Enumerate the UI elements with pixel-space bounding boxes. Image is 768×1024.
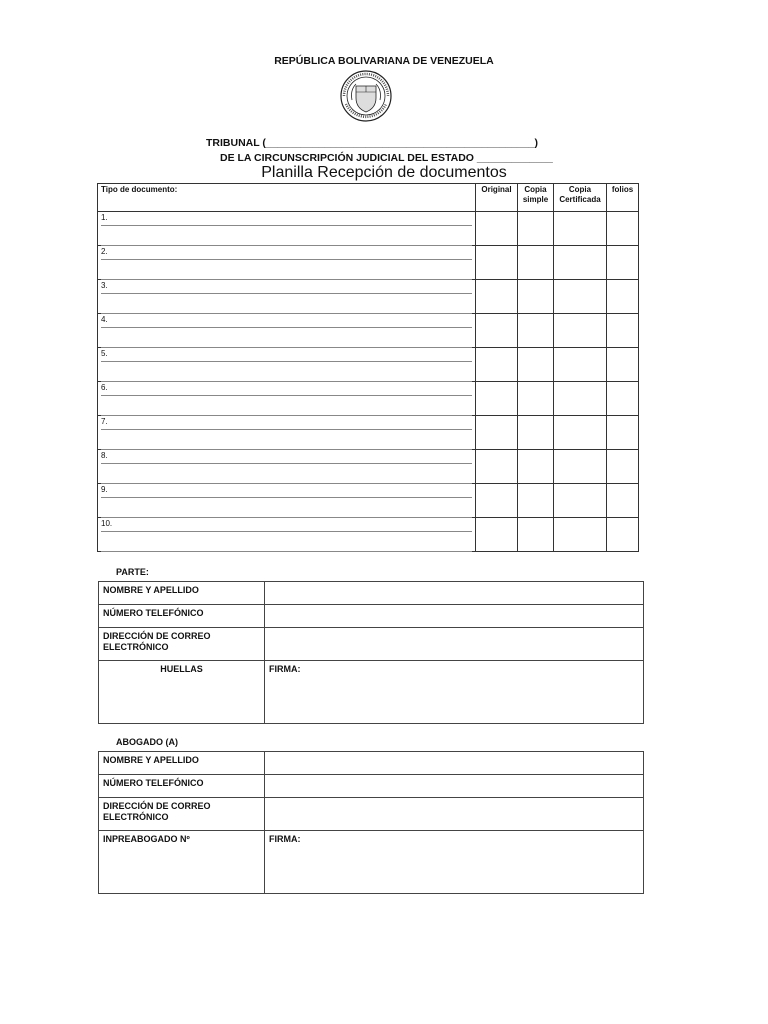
abogado-inpreabogado-label[interactable]: INPREABOGADO Nº xyxy=(99,831,265,894)
copia-certificada-cell[interactable] xyxy=(554,382,607,416)
folios-cell[interactable] xyxy=(607,348,639,382)
table-row xyxy=(98,246,639,280)
original-cell[interactable] xyxy=(476,382,518,416)
document-type-cell[interactable] xyxy=(98,382,476,416)
row-number: 7. xyxy=(101,417,108,426)
table-row xyxy=(98,450,639,484)
copia-certificada-cell[interactable] xyxy=(554,416,607,450)
original-cell[interactable] xyxy=(476,348,518,382)
original-cell[interactable] xyxy=(476,280,518,314)
document-type-cell[interactable] xyxy=(98,314,476,348)
parte-nombre-field[interactable] xyxy=(265,582,644,605)
header-copia-certificada: Copia Certificada xyxy=(554,184,607,212)
parte-correo-label: DIRECCIÓN DE CORREO ELECTRÓNICO xyxy=(99,628,265,661)
folios-cell[interactable] xyxy=(607,280,639,314)
parte-huellas-label[interactable]: HUELLAS xyxy=(99,661,265,724)
abogado-telefono-label: NÚMERO TELEFÓNICO xyxy=(99,775,265,798)
original-cell[interactable] xyxy=(476,518,518,552)
table-row xyxy=(98,314,639,348)
parte-huellas-row xyxy=(99,661,644,724)
document-type-cell[interactable] xyxy=(98,348,476,382)
abogado-correo-label: DIRECCIÓN DE CORREO ELECTRÓNICO xyxy=(99,798,265,831)
row-number: 6. xyxy=(101,383,108,392)
row-number: 9. xyxy=(101,485,108,494)
parte-nombre-label: NOMBRE Y APELLIDO xyxy=(99,582,265,605)
copia-simple-cell[interactable] xyxy=(518,518,554,552)
copia-simple-cell[interactable] xyxy=(518,382,554,416)
parte-telefono-label: NÚMERO TELEFÓNICO xyxy=(99,605,265,628)
original-cell[interactable] xyxy=(476,314,518,348)
copia-certificada-cell[interactable] xyxy=(554,450,607,484)
parte-telefono-row xyxy=(99,605,644,628)
table-row xyxy=(98,348,639,382)
copia-certificada-cell[interactable] xyxy=(554,212,607,246)
original-cell[interactable] xyxy=(476,246,518,280)
header-folios: folios xyxy=(607,184,639,212)
row-number: 8. xyxy=(101,451,108,460)
parte-table xyxy=(98,581,644,724)
header-copia-simple: Copia simple xyxy=(518,184,554,212)
table-row xyxy=(98,416,639,450)
copia-certificada-cell[interactable] xyxy=(554,314,607,348)
table-row xyxy=(98,382,639,416)
table-row xyxy=(98,212,639,246)
header-original: Original xyxy=(476,184,518,212)
copia-simple-cell[interactable] xyxy=(518,348,554,382)
folios-cell[interactable] xyxy=(607,518,639,552)
abogado-nombre-field[interactable] xyxy=(265,752,644,775)
document-type-cell[interactable] xyxy=(98,518,476,552)
row-number: 2. xyxy=(101,247,108,256)
copia-simple-cell[interactable] xyxy=(518,246,554,280)
document-type-cell[interactable] xyxy=(98,246,476,280)
tribunal-line: TRIBUNAL (______________________________________________) xyxy=(206,137,539,149)
original-cell[interactable] xyxy=(476,212,518,246)
original-cell[interactable] xyxy=(476,450,518,484)
abogado-nombre-label: NOMBRE Y APELLIDO xyxy=(99,752,265,775)
copia-certificada-cell[interactable] xyxy=(554,518,607,552)
copia-certificada-cell[interactable] xyxy=(554,484,607,518)
copia-certificada-cell[interactable] xyxy=(554,348,607,382)
header-tipo: Tipo de documento: xyxy=(98,184,476,212)
row-number: 10. xyxy=(101,519,113,528)
country-title: REPÚBLICA BOLIVARIANA DE VENEZUELA xyxy=(274,55,494,67)
document-type-cell[interactable] xyxy=(98,212,476,246)
parte-correo-field[interactable] xyxy=(265,628,644,661)
folios-cell[interactable] xyxy=(607,314,639,348)
folios-cell[interactable] xyxy=(607,246,639,280)
row-number: 1. xyxy=(101,213,108,222)
row-number: 4. xyxy=(101,315,108,324)
document-type-cell[interactable] xyxy=(98,484,476,518)
copia-simple-cell[interactable] xyxy=(518,280,554,314)
table-row xyxy=(98,280,639,314)
parte-firma-label[interactable]: FIRMA: xyxy=(265,661,644,724)
copia-certificada-cell[interactable] xyxy=(554,246,607,280)
copia-simple-cell[interactable] xyxy=(518,212,554,246)
copia-simple-cell[interactable] xyxy=(518,484,554,518)
parte-nombre-row xyxy=(99,582,644,605)
document-type-cell[interactable] xyxy=(98,280,476,314)
abogado-telefono-field[interactable] xyxy=(265,775,644,798)
original-cell[interactable] xyxy=(476,484,518,518)
original-cell[interactable] xyxy=(476,416,518,450)
abogado-table xyxy=(98,751,644,894)
documents-header-row xyxy=(98,184,639,212)
copia-simple-cell[interactable] xyxy=(518,314,554,348)
row-number: 3. xyxy=(101,281,108,290)
copia-simple-cell[interactable] xyxy=(518,416,554,450)
copia-simple-cell[interactable] xyxy=(518,450,554,484)
abogado-correo-field[interactable] xyxy=(265,798,644,831)
form-title: Planilla Recepción de documentos xyxy=(261,164,507,181)
folios-cell[interactable] xyxy=(607,484,639,518)
abogado-nombre-row xyxy=(99,752,644,775)
circunscripcion-line: DE LA CIRCUNSCRIPCIÓN JUDICIAL DEL ESTADO _____________ xyxy=(220,152,553,164)
documents-table xyxy=(97,183,639,552)
copia-certificada-cell[interactable] xyxy=(554,280,607,314)
abogado-telefono-row xyxy=(99,775,644,798)
abogado-inpreabogado-row xyxy=(99,831,644,894)
folios-cell[interactable] xyxy=(607,382,639,416)
parte-correo-row xyxy=(99,628,644,661)
parte-label: PARTE: xyxy=(116,567,149,577)
coat-of-arms-seal xyxy=(338,70,394,122)
folios-cell[interactable] xyxy=(607,416,639,450)
row-number: 5. xyxy=(101,349,108,358)
document-type-cell[interactable] xyxy=(98,416,476,450)
abogado-label: ABOGADO (A) xyxy=(116,737,178,747)
folios-cell[interactable] xyxy=(607,450,639,484)
document-type-cell[interactable] xyxy=(98,450,476,484)
abogado-firma-label[interactable]: FIRMA: xyxy=(265,831,644,894)
parte-telefono-field[interactable] xyxy=(265,605,644,628)
abogado-correo-row xyxy=(99,798,644,831)
table-row xyxy=(98,484,639,518)
table-row xyxy=(98,518,639,552)
folios-cell[interactable] xyxy=(607,212,639,246)
